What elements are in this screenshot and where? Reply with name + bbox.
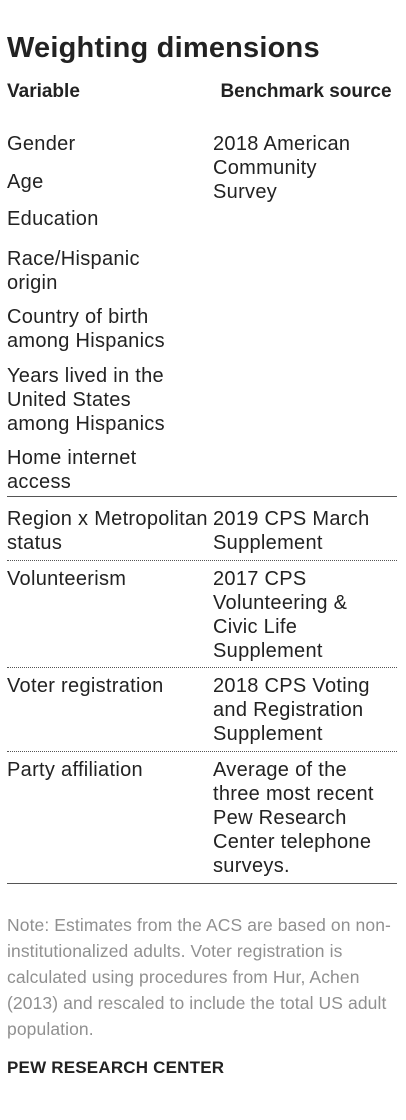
- variable-country-of-birth: Country of birth among Hispanics: [7, 306, 165, 352]
- row-divider: [7, 560, 397, 561]
- variable-home-internet-access: Home internet access: [7, 447, 137, 493]
- variable-volunteerism: Volunteerism: [7, 568, 127, 590]
- source-credit: PEW RESEARCH CENTER: [7, 1058, 225, 1077]
- figure-title: Weighting dimensions: [7, 32, 320, 64]
- source-2018-acs: 2018 American Community Survey: [213, 133, 351, 203]
- source-2017-cps-volunteering: 2017 CPS Volunteering & Civic Life Supplement: [213, 568, 348, 662]
- variable-region-metropolitan-status: Region x Metropolitan status: [7, 508, 208, 554]
- source-2019-cps-march: 2019 CPS March Supplement: [213, 508, 370, 554]
- source-2018-cps-voting: 2018 CPS Voting and Registration Supplement: [213, 675, 370, 745]
- variable-years-lived-in-us: Years lived in the United States among Hispanics: [7, 365, 165, 435]
- variable-gender: Gender: [7, 133, 76, 155]
- column-header-variable: Variable: [7, 81, 80, 102]
- row-divider: [7, 667, 397, 668]
- table-bottom-rule: [7, 883, 397, 884]
- column-header-benchmark-source: Benchmark source: [220, 81, 392, 102]
- variable-age: Age: [7, 171, 44, 193]
- row-divider: [7, 496, 397, 497]
- source-pew-telephone-surveys: Average of the three most recent Pew Research Center telephone surveys.: [213, 759, 374, 877]
- footnote: Note: Estimates from the ACS are based on non-institutionalized adults. Voter registration is calculated using procedures from Hur, Achen (2013) and rescaled to include the total US adult population.: [7, 915, 391, 1039]
- variable-party-affiliation: Party affiliation: [7, 759, 143, 781]
- row-divider: [7, 751, 397, 752]
- variable-education: Education: [7, 208, 99, 230]
- variable-voter-registration: Voter registration: [7, 675, 164, 697]
- variable-race-hispanic-origin: Race/Hispanic origin: [7, 248, 140, 294]
